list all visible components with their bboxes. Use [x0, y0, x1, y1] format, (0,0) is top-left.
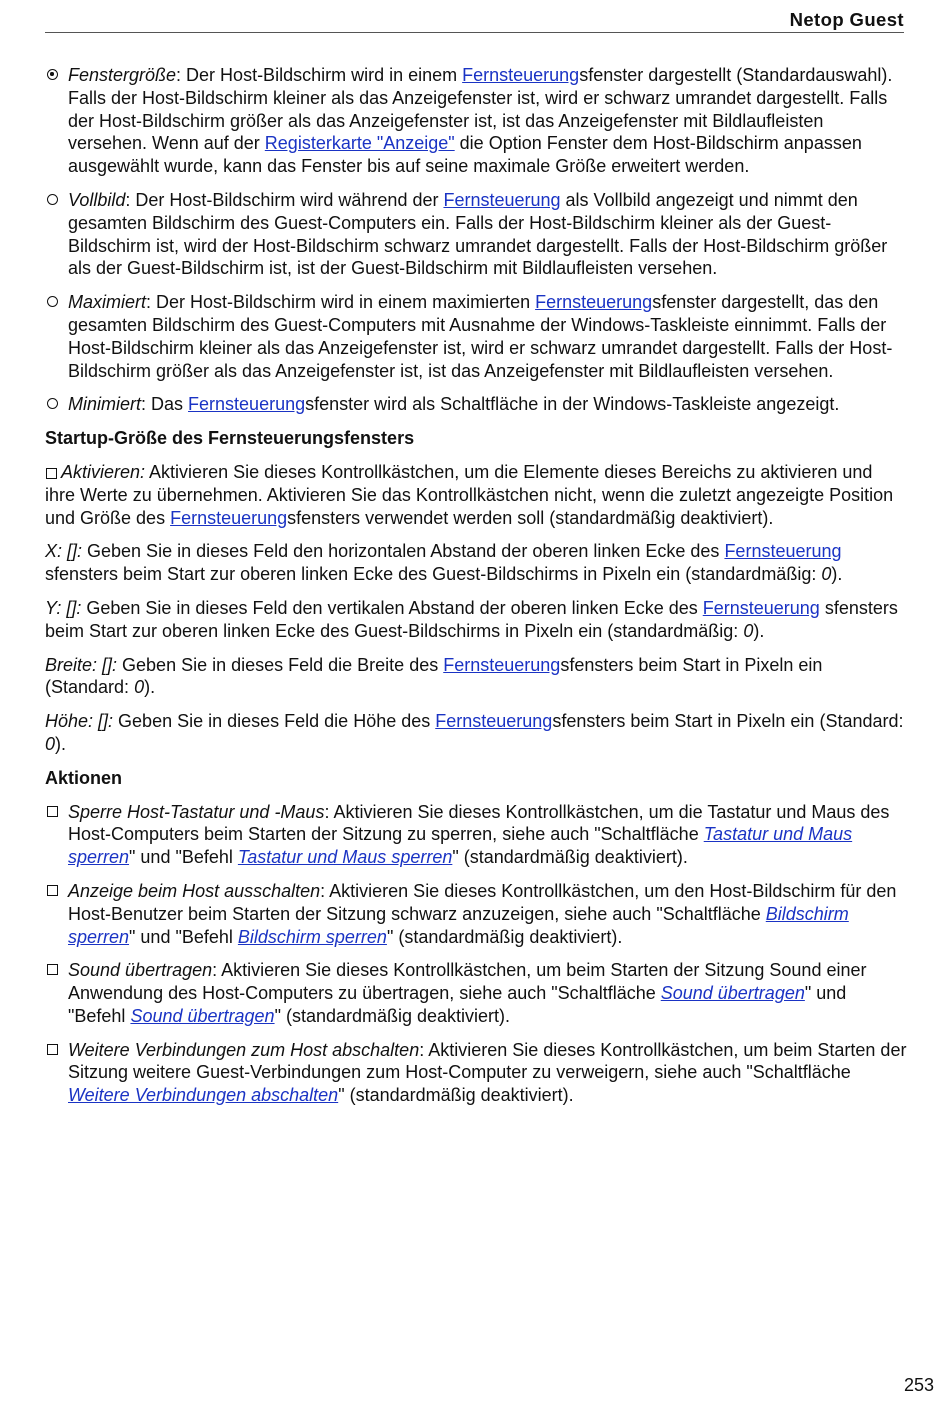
field-label: Y: []: [45, 597, 82, 618]
option-maximiert [45, 291, 907, 382]
option-name: Vollbild [68, 189, 126, 210]
action-sound-uebertragen [45, 959, 907, 1027]
link-fernsteuerung[interactable]: Fernsteuerung [188, 394, 306, 415]
action-name: Sound übertragen [68, 960, 213, 981]
action-name: Anzeige beim Host ausschalten [68, 880, 321, 901]
action-text: : Aktivieren Sie dieses Kontrollkästchen, um die Tastatur und Maus des Host-Computers beim Starten der Sitzung zu sperren, siehe auch "Schaltfläche [68, 801, 890, 845]
action-name: Weitere Verbindungen zum Host abschalten [68, 1039, 420, 1060]
field-text: Geben Sie in dieses Feld den vertikalen Abstand der oberen linken Ecke des [81, 597, 703, 618]
radio-checked-icon [47, 69, 58, 80]
section-title-startup: Startup-Größe des Fernsteuerungsfensters [45, 428, 415, 449]
default-value: 0 [821, 564, 832, 585]
default-value: 0 [45, 733, 56, 754]
action-text: " und "Befehl [129, 847, 238, 868]
option-text: : Der Host-Bildschirm wird während der [125, 189, 444, 210]
option-text: : Der Host-Bildschirm wird in einem maximierten [146, 292, 536, 313]
action-text: " und "Befehl [129, 926, 238, 947]
action-text: : Aktivieren Sie dieses Kontrollkästchen, um beim Starten der Sitzung weitere Guest-Verbindungen zum Host-Computer zu verweigern, siehe auch "Schaltfläche [68, 1039, 907, 1083]
link-weitere-verbindungen-abschalten[interactable]: Weitere Verbindungen abschalten [68, 1085, 339, 1106]
field-text: sfensters beim Start in Pixeln ein (Standard: [45, 654, 823, 698]
option-text: : Das [141, 394, 189, 415]
startup-aktivieren [45, 461, 907, 529]
link-fernsteuerung[interactable]: Fernsteuerung [435, 711, 553, 732]
field-text: ). [831, 564, 843, 585]
field-text: Geben Sie in dieses Feld die Höhe des [113, 711, 436, 732]
default-value: 0 [743, 620, 754, 641]
option-fenstergroesse [45, 64, 907, 178]
action-text: : Aktivieren Sie dieses Kontrollkästchen, um den Host-Bildschirm für den Host-Benutzer beim Starten der Sitzung schwarz anzuzeigen, siehe auch "Schaltfläche [68, 880, 897, 924]
action-text: " (standardmäßig deaktiviert). [386, 926, 623, 947]
link-fernsteuerung[interactable]: Fernsteuerung [170, 507, 288, 528]
option-vollbild [45, 189, 907, 280]
link-bildschirm-sperren-command[interactable]: Bildschirm sperren [237, 926, 387, 947]
section-title-aktionen: Aktionen [45, 767, 123, 788]
default-value: 0 [134, 677, 145, 698]
page-content [45, 64, 907, 1118]
radio-unchecked-icon [47, 296, 58, 307]
field-text: Geben Sie in dieses Feld den horizontalen Abstand der oberen linken Ecke des [82, 541, 725, 562]
link-sound-uebertragen-command[interactable]: Sound übertragen [130, 1005, 275, 1026]
startup-y [45, 597, 907, 643]
option-name: Fenstergröße [68, 65, 177, 85]
checkbox-icon [47, 806, 58, 817]
startup-breite [45, 654, 907, 700]
option-name: Maximiert [68, 292, 147, 313]
link-fernsteuerung[interactable]: Fernsteuerung [443, 189, 561, 210]
field-text: Geben Sie in dieses Feld die Breite des [117, 654, 444, 675]
link-fernsteuerung[interactable]: Fernsteuerung [535, 292, 653, 313]
field-text: Aktivieren Sie dieses Kontrollkästchen, um die Elemente dieses Bereichs zu aktivieren und ihre Werte zu übernehmen. Aktivieren Sie das Kontrollkästchen nicht, wenn die zuletzt angezeigte Position und Größe des [45, 461, 894, 528]
option-text: als Vollbild angezeigt und nimmt den gesamten Bildschirm des Guest-Computers ein. Falls der Host-Bildschirm kleiner als der Guest-Bildschirm ist, wird der Host-Bildschirm schwarz umrandet dargestellt. Falls der Host-Bildschirm größer als der Guest-Bildschirm ist, ist der Guest-Bildschirm mit Bildlaufleisten versehen. [68, 189, 888, 279]
field-text: sfensters beim Start zur oberen linken Ecke des Guest-Bildschirms in Pixeln ein (standardmäßig: [45, 564, 822, 585]
field-label: Breite: []: [45, 654, 118, 675]
radio-unchecked-icon [47, 398, 58, 409]
action-sperre-host-tastatur [45, 801, 907, 869]
startup-x [45, 540, 907, 586]
link-registerkarte-anzeige[interactable]: Registerkarte "Anzeige" [264, 133, 455, 154]
link-fernsteuerung[interactable]: Fernsteuerung [462, 65, 580, 85]
link-fernsteuerung[interactable]: Fernsteuerung [724, 541, 842, 562]
link-tastatur-maus-sperren-command[interactable]: Tastatur und Maus sperren [237, 847, 453, 868]
field-text: ). [753, 620, 765, 641]
link-fernsteuerung[interactable]: Fernsteuerung [443, 654, 561, 675]
checkbox-icon [47, 1044, 58, 1055]
action-text: " (standardmäßig deaktiviert). [452, 847, 688, 868]
option-text: : Der Host-Bildschirm wird in einem [176, 65, 463, 85]
link-bildschirm-sperren-button[interactable]: Bildschirm sperren [68, 903, 849, 947]
header-title: Netop Guest [789, 9, 904, 30]
field-label: X: []: [45, 541, 83, 562]
radio-unchecked-icon [47, 194, 58, 205]
link-sound-uebertragen-button[interactable]: Sound übertragen [660, 983, 805, 1004]
option-text: die Option Fenster dem Host-Bildschirm anpassen ausgewählt wurde, kann das Fenster bis auf seine maximale Größe erweitert werden. [68, 133, 862, 177]
action-text: " (standardmäßig deaktiviert). [338, 1085, 574, 1106]
option-text: sfenster dargestellt, das den gesamten Bildschirm des Guest-Computers mit Ausnahme der Windows-Taskleiste einnimmt. Falls der Host-Bildschirm kleiner als das Anzeigefenster ist, wird er schwarz umrandet dargestellt. Falls der Host-Bildschirm größer als das Anzeigefenster ist, ist das Anzeigefenster mit Bildlaufleisten versehen. [68, 292, 893, 381]
field-text: ). [55, 733, 67, 754]
action-name: Sperre Host-Tastatur und -Maus [68, 801, 325, 822]
page-header [45, 9, 904, 33]
checkbox-icon [47, 885, 58, 896]
option-text: sfenster wird als Schaltfläche in der Windows-Taskleiste angezeigt. [305, 394, 840, 415]
field-text: sfensters beim Start in Pixeln ein (Standard: [552, 711, 904, 732]
checkbox-icon [47, 964, 58, 975]
field-text: ). [144, 677, 156, 698]
page-number: 253 [903, 1375, 934, 1395]
field-text: sfensters beim Start zur oberen linken Ecke des Guest-Bildschirms in Pixeln ein (standardmäßig: [45, 597, 898, 641]
link-fernsteuerung[interactable]: Fernsteuerung [702, 597, 820, 618]
action-text: " (standardmäßig deaktiviert). [274, 1005, 511, 1026]
action-weitere-verbindungen [45, 1039, 907, 1107]
field-label: Aktivieren: [61, 461, 146, 482]
option-minimiert [45, 393, 907, 416]
field-text: sfensters verwendet werden soll (standardmäßig deaktiviert). [287, 507, 774, 528]
action-anzeige-ausschalten [45, 880, 907, 948]
link-tastatur-maus-sperren-button[interactable]: Tastatur und Maus sperren [68, 824, 853, 868]
checkbox-icon [46, 468, 57, 479]
field-label: Höhe: []: [45, 711, 114, 732]
option-name: Minimiert [68, 394, 142, 415]
startup-hoehe [45, 710, 907, 756]
option-text: sfenster dargestellt (Standardauswahl). Falls der Host-Bildschirm kleiner als das Anzeigefenster ist, wird er schwarz umrandet dargestellt. Falls der Host-Bildschirm größer als das Anzeigefenster ist, ist das Anzeigefenster mit Bildlaufleisten versehen. Wenn auf der [68, 65, 893, 154]
action-text: : Aktivieren Sie dieses Kontrollkästchen, um beim Starten der Sitzung Sound einer Anwendung des Host-Computers zu übertragen, siehe auch "Schaltfläche [68, 960, 867, 1004]
action-text: " und "Befehl [68, 983, 847, 1026]
